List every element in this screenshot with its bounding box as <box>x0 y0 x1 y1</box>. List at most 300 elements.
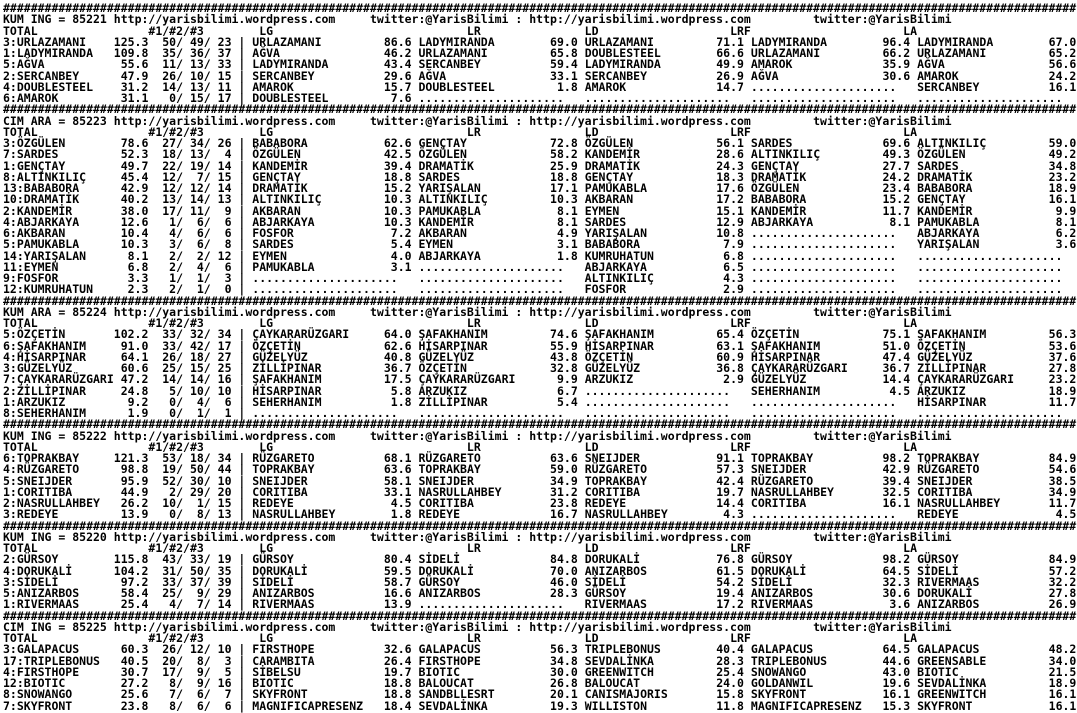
ld-value: 28.6 <box>716 147 744 162</box>
lr-horse: LADYMIRANDA <box>418 34 551 49</box>
race-section <box>3 3 1077 104</box>
lrf-horse: CORITIBA <box>750 496 883 510</box>
lr-value: 5.4 <box>550 394 578 409</box>
lr-value: 28.3 <box>550 586 578 600</box>
lr-horse: CORITIBA <box>418 496 551 510</box>
la-value: 65.2 <box>1048 46 1077 60</box>
horse-entry: 7:SARDES <box>3 147 114 162</box>
top3-counts: 0/ 8/ 13 <box>148 507 232 522</box>
la-value: 16.1 <box>1048 698 1077 713</box>
ld-value: 17.6 <box>716 181 744 195</box>
lg-value: 5.4 <box>383 237 412 252</box>
lr-horse: SERCANBEY <box>418 57 551 72</box>
horse-entry: 7:ÇAYKARARÜZGARI <box>3 372 114 387</box>
lg-horse: AKBARAN <box>252 203 384 218</box>
ld-value: 49.9 <box>716 57 744 72</box>
ld-horse: WILLISTON <box>584 698 717 713</box>
lrf-value: 42.9 <box>882 462 911 477</box>
lg-horse: CARAMBITA <box>252 653 384 668</box>
ld-value: 57.3 <box>716 462 744 477</box>
ld-value: 65.4 <box>716 327 744 342</box>
ld-value: 17.2 <box>716 192 744 207</box>
ld-value: 56.1 <box>716 136 744 150</box>
lg-value: 13.9 <box>383 597 412 612</box>
la-horse: DRAMATİK <box>917 169 1049 184</box>
total-points: 102.2 <box>113 327 149 342</box>
la-value: 26.9 <box>1048 597 1077 612</box>
lg-horse: URLAZAMANI <box>252 34 384 49</box>
la-horse: RÜZGARETO <box>917 462 1049 477</box>
twitter-handle: twitter:@YarisBilimi <box>813 113 952 128</box>
lg-value: 10.3 <box>383 214 412 229</box>
total-points: 13.9 <box>113 507 149 522</box>
lr-horse: YARIŞALAN <box>418 181 551 195</box>
ld-horse: RIVERMAAS <box>584 597 717 612</box>
lg-value: 59.5 <box>383 563 412 578</box>
header-top3: #1/#2/#3 <box>148 316 204 330</box>
top3-counts: 31/ 50/ 35 <box>148 563 232 578</box>
lr-cell-empty: ..................... <box>418 91 578 105</box>
total-points: 121.3 <box>113 451 149 465</box>
ld-horse: GENÇTAY <box>584 169 717 184</box>
ld-value: 54.2 <box>716 574 744 589</box>
column-divider: | <box>231 91 253 105</box>
lrf-horse: MAGNIFICAPRESENZ <box>750 698 883 713</box>
top3-counts: 1/ 6/ 6 <box>148 214 232 229</box>
header-lrf: LRF <box>730 316 751 330</box>
la-horse: SEVDALİNKA <box>917 676 1049 690</box>
lrf-value: 11.7 <box>882 203 911 218</box>
lr-horse: ŞAFAKHANIM <box>418 327 551 342</box>
header-ld: LD <box>584 124 599 139</box>
lg-value: 15.2 <box>383 181 412 195</box>
lr-value: 16.7 <box>550 507 578 522</box>
lr-value: 43.8 <box>550 349 578 364</box>
top3-counts: 3/ 6/ 8 <box>148 237 232 252</box>
header-lr: LR <box>466 23 481 38</box>
race-code: CIM ING = 85225 <box>3 619 107 634</box>
lr-horse: EYMEN <box>418 237 551 252</box>
hash-divider: ########################################################################################################################################################### <box>3 417 1077 432</box>
la-value: 37.6 <box>1048 349 1077 364</box>
lg-value: 32.6 <box>383 642 412 657</box>
top3-counts: 52/ 30/ 10 <box>148 473 232 488</box>
race-section <box>3 419 1077 520</box>
lr-horse: ARZUKIZ <box>418 383 551 398</box>
site-url: http://yarisbilimi.wordpress.com <box>529 529 751 544</box>
race-code: CIM ARA = 85223 <box>3 113 107 128</box>
ld-horse: PAMUKABLA <box>584 181 717 195</box>
column-divider: | <box>231 214 253 229</box>
la-horse: NASRULLAHBEY <box>917 496 1049 510</box>
lrf-horse: NASRULLAHBEY <box>750 484 883 499</box>
ld-value: 14.4 <box>716 496 744 510</box>
lg-value: 68.1 <box>383 451 412 465</box>
total-points: 52.3 <box>113 147 149 162</box>
la-horse: KANDEMİR <box>917 203 1049 218</box>
top3-counts: 12/ 12/ 14 <box>148 181 232 195</box>
column-divider: | <box>231 462 253 477</box>
lr-value: 31.2 <box>550 484 578 499</box>
la-horse: LADYMIRANDA <box>917 34 1049 49</box>
column-divider: | <box>231 158 253 173</box>
header-la: LA <box>903 316 918 330</box>
lg-horse: TOPRAKBAY <box>252 462 384 477</box>
la-value: 34.8 <box>1048 158 1077 173</box>
column-divider: | <box>231 338 253 353</box>
top3-counts: 7/ 6/ 7 <box>148 687 232 702</box>
lg-value: 63.6 <box>383 462 412 477</box>
la-horse: RIVERMAAS <box>917 574 1049 589</box>
site-url: http://yarisbilimi.wordpress.com <box>529 113 751 128</box>
horse-entry: 7:SKYFRONT <box>3 698 114 713</box>
top3-counts: 43/ 33/ 19 <box>148 552 232 567</box>
total-points: 24.8 <box>113 383 149 398</box>
header-ld: LD <box>584 439 599 454</box>
table-row <box>3 698 1077 713</box>
lr-value: 1.8 <box>550 79 578 94</box>
column-divider: | <box>231 563 253 578</box>
top3-counts: 33/ 42/ 17 <box>148 338 232 353</box>
ld-value: 42.4 <box>716 473 744 488</box>
lg-horse: MAGNIFICAPRESENZ <box>252 698 384 713</box>
la-horse: HİSARPINAR <box>917 394 1049 409</box>
total-points: 40.2 <box>113 192 149 207</box>
lrf-value: 4.5 <box>882 383 911 398</box>
top3-counts: 33/ 32/ 34 <box>148 327 232 342</box>
top3-counts: 8/ 6/ 6 <box>148 698 232 713</box>
horse-entry: 10:DRAMATİK <box>3 192 114 207</box>
total-points: 47.9 <box>113 68 149 83</box>
lr-value: 65.8 <box>550 46 578 60</box>
la-horse: URLAZAMANI <box>917 46 1049 60</box>
header-top3: #1/#2/#3 <box>148 541 204 555</box>
lr-horse: DORUKALİ <box>418 563 551 578</box>
ld-value: 76.8 <box>716 552 744 567</box>
lrf-value: 64.5 <box>882 642 911 657</box>
lg-value: 10.3 <box>383 203 412 218</box>
column-divider: | <box>231 653 253 668</box>
race-section <box>3 518 1077 612</box>
lrf-value: 30.6 <box>882 586 911 600</box>
la-horse: SİDELİ <box>917 563 1049 578</box>
lrf-horse: SNOWANGO <box>750 664 883 679</box>
la-cell-empty: ..................... <box>917 406 1077 420</box>
header-lg: LG <box>259 23 274 38</box>
separator: : <box>508 619 530 634</box>
lr-value: 59.4 <box>550 57 578 72</box>
ld-value: 40.4 <box>716 642 744 657</box>
race-section <box>3 104 1077 295</box>
lrf-cell-empty: ..................... <box>750 226 911 240</box>
lrf-horse: SNEIJDER <box>750 462 883 477</box>
column-divider: | <box>231 484 253 499</box>
lrf-cell-empty: ..................... <box>750 282 911 297</box>
la-value: 8.1 <box>1048 214 1077 229</box>
lr-value: 19.3 <box>550 698 578 713</box>
la-horse: BIOTIC <box>917 664 1049 679</box>
total-points: 30.7 <box>113 664 149 679</box>
horse-entry: 6:ŞAFAKHANIM <box>3 338 114 353</box>
lg-horse: ŞAFAKHANIM <box>252 372 384 387</box>
la-value: 18.9 <box>1048 676 1077 690</box>
lg-value: 46.2 <box>383 46 412 60</box>
la-value: 54.6 <box>1048 462 1077 477</box>
lrf-horse: TOPRAKBAY <box>750 451 883 465</box>
lrf-value: 23.4 <box>882 181 911 195</box>
la-horse: SKYFRONT <box>917 698 1049 713</box>
twitter-handle: twitter:@YarisBilimi <box>369 12 509 27</box>
lr-horse: SEVDALİNKA <box>418 698 551 713</box>
column-divider: | <box>231 642 253 657</box>
spacer <box>578 699 585 713</box>
la-horse: CORITIBA <box>917 484 1049 499</box>
la-value: 48.2 <box>1048 642 1077 657</box>
lrf-value: 35.9 <box>882 57 911 72</box>
ld-horse: ALTINKILIÇ <box>584 271 717 285</box>
lrf-cell-empty: ..................... <box>750 394 911 409</box>
lr-horse: ALTINKILIÇ <box>418 192 551 207</box>
la-value: 4.5 <box>1048 507 1077 522</box>
lg-value: 19.7 <box>383 664 412 679</box>
horse-entry: 2:NASRULLAHBEY <box>3 496 114 510</box>
column-divider: | <box>231 552 253 567</box>
lrf-value: 36.7 <box>882 361 911 375</box>
lrf-value: 51.0 <box>882 338 911 353</box>
ld-horse: KUMRUHATUN <box>584 248 717 263</box>
lr-value: 58.2 <box>550 147 578 162</box>
total-points: 31.2 <box>113 79 149 94</box>
la-horse: GÜRSOY <box>917 552 1049 567</box>
lg-horse: SİBELSU <box>252 664 384 679</box>
header-top3: #1/#2/#3 <box>148 631 204 645</box>
hash-divider: ########################################################################################################################################################### <box>3 102 1077 117</box>
lg-horse: EYMEN <box>252 248 384 263</box>
site-url: http://yarisbilimi.wordpress.com <box>529 12 751 27</box>
la-horse: ÖZGÜLEN <box>917 147 1049 162</box>
ld-horse: GREENWITCH <box>584 664 717 679</box>
lrf-cell-empty: ..................... <box>750 91 911 105</box>
column-divider: | <box>231 361 253 375</box>
lrf-horse: ŞAFAKHANIM <box>750 338 883 353</box>
la-horse: ANIZARBOS <box>917 597 1049 612</box>
lr-value: 8.1 <box>550 203 578 218</box>
lg-horse: ÖZGÜLEN <box>252 147 384 162</box>
lrf-horse: GENÇTAY <box>750 158 883 173</box>
ld-value: 26.9 <box>716 68 744 83</box>
la-horse: SNEIJDER <box>917 473 1049 488</box>
lr-value: 1.8 <box>550 248 578 263</box>
lrf-value: 27.7 <box>882 158 911 173</box>
la-value: 34.9 <box>1048 484 1077 499</box>
ld-value: 60.9 <box>716 349 744 364</box>
lr-horse: SANDBLLESRT <box>418 687 551 702</box>
lg-horse: DORUKALİ <box>252 563 384 578</box>
la-cell-empty: ..................... <box>917 259 1077 274</box>
lrf-horse: RIVERMAAS <box>750 597 883 612</box>
lr-cell-empty: ..................... <box>418 259 578 274</box>
lrf-horse: ÇAYKARARÜZGARI <box>750 361 883 375</box>
ld-horse: URLAZAMANI <box>584 34 717 49</box>
la-horse: GÜZELYÜZ <box>917 349 1049 364</box>
lr-horse: AKBARAN <box>418 226 551 240</box>
race-code: KUM ING = 85222 <box>3 428 107 443</box>
twitter-handle: twitter:@YarisBilimi <box>369 304 509 319</box>
header-lg: LG <box>259 124 274 139</box>
la-value: 57.2 <box>1048 563 1077 578</box>
header-lr: LR <box>466 541 481 555</box>
total-points: 44.9 <box>113 484 149 499</box>
lrf-value: 96.4 <box>882 34 911 49</box>
lrf-value: 19.6 <box>882 676 911 690</box>
twitter-handle: twitter:@YarisBilimi <box>813 619 952 634</box>
horse-entry: 6:TOPRAKBAY <box>3 451 114 465</box>
la-value: 53.6 <box>1048 338 1077 353</box>
ld-horse: NASRULLAHBEY <box>584 507 717 522</box>
horse-entry: 3:ÖZGÜLEN <box>3 136 114 150</box>
column-divider: | <box>231 664 253 679</box>
column-divider: | <box>231 507 253 522</box>
lg-horse: FIRSTHOPE <box>252 642 384 657</box>
ld-horse: FOSFOR <box>584 282 717 297</box>
lrf-horse: GÜZELYÜZ <box>750 372 883 387</box>
top3-counts: 12/ 7/ 15 <box>148 169 232 184</box>
la-value: 23.2 <box>1048 372 1077 387</box>
lr-value: 84.8 <box>550 552 578 567</box>
lr-horse: RÜZGARETO <box>418 451 551 465</box>
header-lr: LR <box>466 631 481 645</box>
lr-value: 10.3 <box>550 192 578 207</box>
column-divider: | <box>231 57 253 72</box>
site-url: http://yarisbilimi.wordpress.com <box>529 428 751 443</box>
lr-value: 4.9 <box>550 226 578 240</box>
lg-value: 39.4 <box>383 158 412 173</box>
lrf-value: 24.2 <box>882 169 911 184</box>
lg-horse: SERCANBEY <box>252 68 384 83</box>
lg-cell-empty: ..................... <box>252 282 412 297</box>
horse-entry: 5:ÖZÇETİN <box>3 327 114 342</box>
lrf-value: 15.2 <box>882 192 911 207</box>
lrf-cell-empty: ..................... <box>750 237 911 252</box>
lg-value: 1.8 <box>383 394 412 409</box>
race-code: KUM ARA = 85224 <box>3 304 107 319</box>
lrf-horse: RÜZGARETO <box>750 473 883 488</box>
lr-horse: URLAZAMANI <box>418 46 551 60</box>
horse-entry: 4:RÜZGARETO <box>3 462 114 477</box>
ld-horse: DORUKALİ <box>584 552 717 567</box>
total-points: 115.8 <box>113 552 149 567</box>
lg-horse: AMAROK <box>252 79 384 94</box>
horse-entry: 4:DORUKALİ <box>3 563 114 578</box>
lg-horse: RIVERMAAS <box>252 597 384 612</box>
lg-horse: RÜZGARETO <box>252 451 384 465</box>
column-divider: | <box>231 34 253 49</box>
lr-value: 63.6 <box>550 451 578 465</box>
lg-value: 15.7 <box>383 79 412 94</box>
lg-horse: FOSFOR <box>252 226 384 240</box>
column-divider: | <box>231 597 253 612</box>
lg-value: 7.2 <box>383 226 412 240</box>
horse-entry: 5:AĞVA <box>3 57 114 72</box>
lrf-horse: GÜRSOY <box>750 552 883 567</box>
ld-value: 36.8 <box>716 361 744 375</box>
lg-horse: GENÇTAY <box>252 169 384 184</box>
top3-counts: 2/ 29/ 20 <box>148 484 232 499</box>
separator: : <box>508 12 530 27</box>
lrf-value: 39.4 <box>882 473 911 488</box>
top3-counts: 11/ 13/ 33 <box>148 57 232 72</box>
lg-value: 18.4 <box>383 698 412 713</box>
header-lrf: LRF <box>730 631 751 645</box>
lr-horse: AĞVA <box>418 68 551 83</box>
horse-entry: 9:FOSFOR <box>3 271 114 285</box>
ld-horse: ARZUKIZ <box>584 372 717 387</box>
ld-horse: BALOUCAT <box>584 676 717 690</box>
total-points: 98.8 <box>113 462 149 477</box>
lrf-horse: SEHERHANIM <box>750 383 883 398</box>
header-total: TOTAL <box>3 439 149 454</box>
lr-value: 23.8 <box>550 496 578 510</box>
lg-value: 43.4 <box>383 57 412 72</box>
lg-horse: ALTINKILIÇ <box>252 192 384 207</box>
top3-counts: 27/ 34/ 26 <box>148 136 232 150</box>
total-points: 3.3 <box>113 271 149 285</box>
lg-horse: GÜZELYÜZ <box>252 349 384 364</box>
column-divider: | <box>231 574 253 589</box>
top3-counts: 0/ 1/ 1 <box>148 406 232 420</box>
top3-counts: 2/ 1/ 0 <box>148 282 232 297</box>
lrf-horse: URLAZAMANI <box>750 46 883 60</box>
horse-entry: 5:ANIZARBOS <box>3 586 114 600</box>
ld-horse: SNEIJDER <box>584 451 717 465</box>
separator: : <box>508 113 530 128</box>
lrf-horse: DRAMATİK <box>750 169 883 184</box>
lrf-horse: SARDES <box>750 136 883 150</box>
lg-horse: AĞVA <box>252 46 384 60</box>
la-value: 24.2 <box>1048 68 1077 83</box>
lr-horse: SNEIJDER <box>418 473 551 488</box>
twitter-handle: twitter:@YarisBilimi <box>813 428 952 443</box>
site-url: http://yarisbilimi.wordpress.com <box>113 529 336 544</box>
lr-horse: PAMUKABLA <box>418 203 551 218</box>
lr-horse: ÖZGÜLEN <box>418 147 551 162</box>
la-horse: ABJARKAYA <box>917 226 1049 240</box>
ld-value: 66.6 <box>716 46 744 60</box>
horse-entry: 6:AMAROK <box>3 91 114 105</box>
total-points: 109.8 <box>113 46 149 60</box>
header-lg: LG <box>259 631 274 645</box>
separator: : <box>508 304 530 319</box>
lr-horse: BALOUCAT <box>418 676 551 690</box>
lrf-value: 98.2 <box>882 552 911 567</box>
header-lrf: LRF <box>730 23 751 38</box>
lr-value: 59.0 <box>550 462 578 477</box>
lr-value: 30.0 <box>550 664 578 679</box>
lr-value: 25.9 <box>550 158 578 173</box>
ld-value: 19.7 <box>716 484 744 499</box>
lg-value: 64.0 <box>383 327 412 342</box>
header-total: TOTAL <box>3 316 149 330</box>
total-points: 2.3 <box>113 282 149 297</box>
la-horse: ZİLLİPINAR <box>917 361 1049 375</box>
lg-horse: KANDEMİR <box>252 158 384 173</box>
total-points: 78.6 <box>113 136 149 150</box>
total-points: 64.1 <box>113 349 149 364</box>
total-points: 10.3 <box>113 237 149 252</box>
lr-value: 34.8 <box>550 653 578 668</box>
top3-counts: 8/ 9/ 16 <box>148 676 232 690</box>
la-value: 27.8 <box>1048 586 1077 600</box>
